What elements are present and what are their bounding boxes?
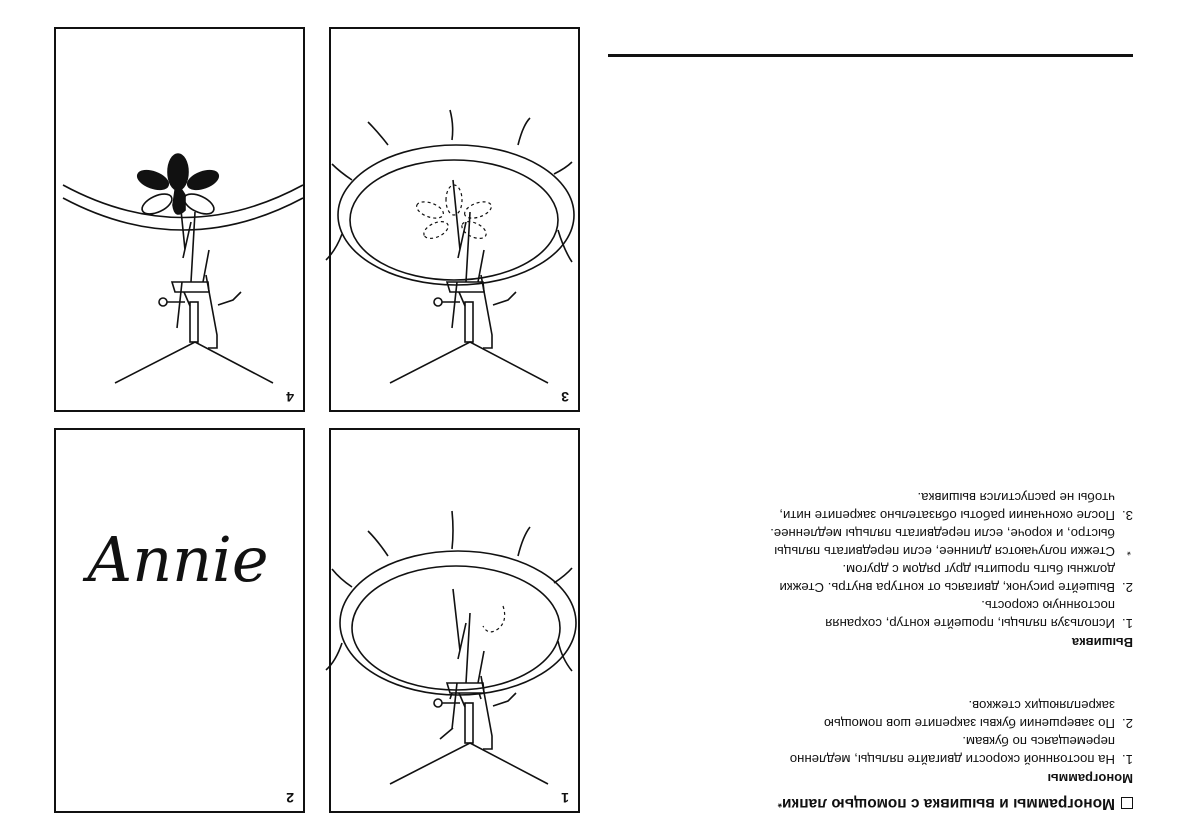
bottom-rule bbox=[608, 54, 1133, 57]
list-item bbox=[613, 596, 1133, 632]
step-line: постоянную скорость. bbox=[981, 598, 1115, 613]
step-line: По завершении буквы закрепите шов помощью bbox=[823, 716, 1115, 731]
monogram-script-text: Annie bbox=[87, 523, 269, 596]
footnote bbox=[613, 524, 1133, 560]
embroidery-steps bbox=[613, 560, 1133, 632]
step-number: 2. bbox=[1122, 716, 1133, 731]
annie-lettering-illustration bbox=[52, 426, 303, 811]
list-item bbox=[613, 560, 1133, 596]
figure-number: 4 bbox=[286, 389, 294, 405]
step-number: 3. bbox=[1122, 508, 1133, 523]
section-heading-embroidery: Вышивка bbox=[1071, 635, 1133, 650]
monogram-steps bbox=[613, 696, 1133, 768]
section-heading-monograms: Монограммы bbox=[1047, 771, 1133, 786]
step-line: чтобы не распустился вышивка. bbox=[917, 490, 1115, 505]
step-line: Используя пяльцы, прошейте контур, сохраняя bbox=[825, 616, 1115, 631]
step-line: перемещаясь по буквам. bbox=[962, 734, 1115, 749]
step-line: После окончании работы обязательно закрепите нити, bbox=[779, 508, 1115, 523]
figure-2 bbox=[54, 428, 305, 813]
page-title: Монограммы и вышивка с помощью лапки * bbox=[613, 794, 1133, 812]
figure-number: 1 bbox=[561, 790, 569, 806]
step-line: На постоянной скорости двигайте пяльцы, медленно bbox=[789, 752, 1115, 767]
step-line: должны быть прошиты друг рядом с другом. bbox=[842, 562, 1115, 577]
figure-number: 2 bbox=[286, 790, 294, 806]
figure-3 bbox=[329, 27, 580, 412]
step-line: закрепляющих стежков. bbox=[968, 698, 1115, 713]
figure-1 bbox=[329, 428, 580, 813]
page-title-text: Монограммы и вышивка с помощью лапки bbox=[781, 795, 1115, 812]
figure-4 bbox=[54, 27, 305, 412]
footnote-line: быстро, и короче, если передвигать пяльцы медленнее. bbox=[770, 526, 1115, 541]
hoop-flower-outline-illustration bbox=[327, 25, 578, 410]
hoop-annie-illustration bbox=[327, 426, 578, 811]
embroidery-final-step bbox=[613, 488, 1133, 524]
step-number: 2. bbox=[1122, 580, 1133, 595]
list-item bbox=[613, 732, 1133, 768]
step-line: Вышейте рисунок, двигаясь от контура внутрь. Стежки bbox=[779, 580, 1115, 595]
footnote-line: Стежки получаются длиннее, если передвигать пяльцы bbox=[774, 544, 1115, 559]
footnote-mark: * bbox=[1126, 545, 1131, 557]
flower-embroidery-illustration bbox=[52, 25, 303, 410]
figure-number: 3 bbox=[561, 389, 569, 405]
step-number: 1. bbox=[1122, 752, 1133, 767]
list-item bbox=[613, 696, 1133, 732]
instructions-column bbox=[613, 488, 1133, 812]
checkbox-square-icon bbox=[1121, 797, 1133, 809]
step-number: 1. bbox=[1122, 616, 1133, 631]
list-item bbox=[613, 488, 1133, 524]
